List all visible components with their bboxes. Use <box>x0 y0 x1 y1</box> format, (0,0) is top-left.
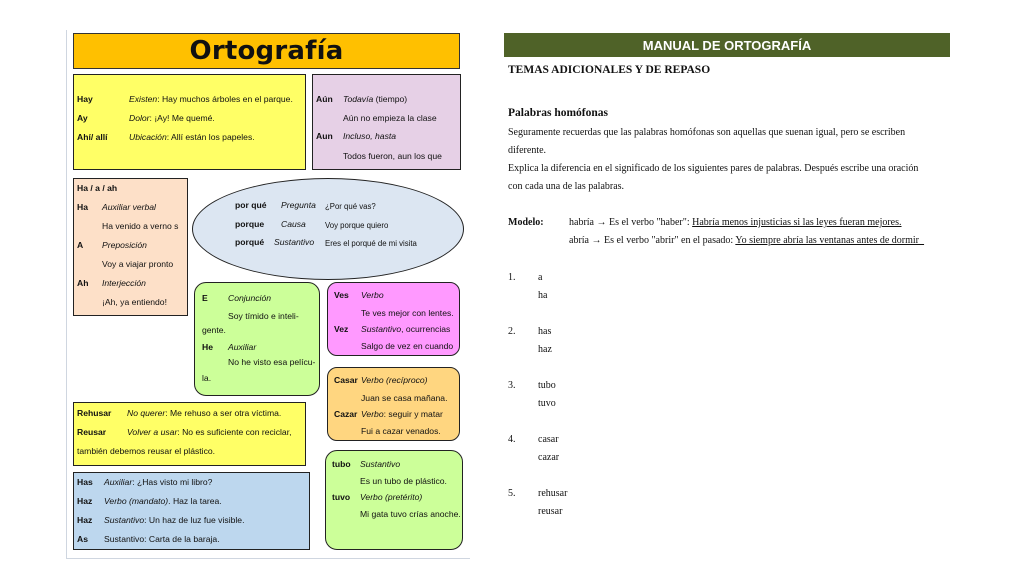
sense-ay: Dolor <box>129 113 150 123</box>
sense-hay: Existen <box>129 94 158 104</box>
word-has: Has <box>77 477 93 487</box>
word-ahi: Ahí/ allí <box>77 132 108 142</box>
sense-aun: Incluso, hasta <box>343 131 397 141</box>
rehusar-box <box>73 402 306 466</box>
example-aun-accent: Aún no empieza la clase <box>343 113 437 123</box>
sense-aun-accent: Todavía <box>343 94 374 104</box>
model-1-sentence: Habría menos injusticias si las leyes fueran mejores. <box>692 217 902 228</box>
rest-vez: , ocurrencias <box>401 324 451 334</box>
word-aun: Aun <box>316 131 333 141</box>
ha-box-header: Ha / a / ah <box>77 183 118 193</box>
model-line-1 <box>569 217 902 228</box>
example-ah: ¡Ah, ya entiendo! <box>102 297 167 307</box>
example-ha: Ha venido a verno s <box>102 221 179 231</box>
example-porque-noun: Eres el porqué de mi visita <box>325 239 417 248</box>
word-porque-noun: porqué <box>235 237 265 247</box>
exercise-1-word-2: ha <box>538 290 548 301</box>
word-ves: Ves <box>334 290 349 300</box>
manual-header-bar <box>504 33 950 57</box>
exercise-4-word-2: cazar <box>538 452 560 463</box>
exercise-1-word-1: a <box>538 272 543 283</box>
example-casar: Juan se casa mañana. <box>361 393 448 403</box>
sense-ha: Auxiliar verbal <box>102 202 156 212</box>
chart-frame-line-left <box>66 30 67 558</box>
paragraph-1-line-2: diferente. <box>508 145 547 156</box>
word-a: A <box>77 240 84 250</box>
chart-frame-line-bottom <box>66 558 470 559</box>
sense-porque: Causa <box>281 219 306 229</box>
paragraph-2-line-1: Explica la diferencia en el significado de los siguientes pares de palabras. Después escribe una oración <box>508 163 919 174</box>
example-haz-verb: . Haz la tarea. <box>168 496 222 506</box>
manual-header-title: MANUAL DE ORTOGRAFÍA <box>642 37 812 53</box>
example-vez: Salgo de vez en cuando <box>361 341 454 351</box>
sense-cazar: Verbo <box>361 409 384 419</box>
example-he-1: No he visto esa pelícu- <box>228 357 316 367</box>
example-cazar: Fui a cazar venados. <box>361 426 441 436</box>
sense-ah: Interjección <box>102 278 146 288</box>
word-as: As <box>77 534 88 544</box>
sense-casar: Verbo (recíproco) <box>361 375 428 385</box>
sense-haz-verb: Verbo (mandato) <box>104 496 169 506</box>
exercise-5-word-2: reusar <box>538 506 563 517</box>
exercise-1-number: 1. <box>508 272 516 283</box>
example-hay: : Hay muchos árboles en el parque. <box>157 94 293 104</box>
sense-porque-noun: Sustantivo <box>274 237 315 247</box>
sense-tuvo: Verbo (pretérito) <box>360 492 423 502</box>
word-porque: porque <box>235 219 265 229</box>
example-reusar-1: : No es suficiente con reciclar, <box>177 427 292 437</box>
word-haz-noun: Haz <box>77 515 93 525</box>
exercise-2-word-2: haz <box>538 344 552 355</box>
word-reusar: Reusar <box>77 427 107 437</box>
word-hay: Hay <box>77 94 93 104</box>
exercise-5-number: 5. <box>508 488 516 499</box>
example-ves: Te ves mejor con lentes. <box>361 308 454 318</box>
paragraph-1-line-1: Seguramente recuerdas que las palabras homófonas son aquellas que suenan igual, pero se escriben <box>508 127 906 138</box>
sense-has: Auxiliar <box>104 477 133 487</box>
example-porque: Voy porque quiero <box>325 221 389 230</box>
exercise-2-number: 2. <box>508 326 516 337</box>
example-aun: Todos fueron, aun los que <box>343 151 442 161</box>
word-ay: Ay <box>77 113 88 123</box>
exercise-3-word-2: tuvo <box>538 398 556 409</box>
tubo-tuvo-box <box>325 450 463 550</box>
chart-title-box <box>73 33 460 69</box>
hay-box <box>73 74 306 170</box>
sense-rehusar: No querer <box>127 408 166 418</box>
rest-aun-accent: (tiempo) <box>373 94 408 104</box>
sense-ahi: Ubicación <box>129 132 167 142</box>
casar-cazar-box <box>327 367 460 441</box>
example-tuvo: Mi gata tuvo crías anoche. <box>360 509 461 519</box>
sense-he: Auxiliar <box>228 342 257 352</box>
example-a: Voy a viajar pronto <box>102 259 174 269</box>
example-ay: : ¡Ay! Me quemé. <box>149 113 215 123</box>
e-he-box <box>194 282 320 396</box>
word-ah: Ah <box>77 278 89 288</box>
sense-vez: Sustantivo <box>361 324 402 334</box>
example-as: Sustantivo: Carta de la baraja. <box>104 534 220 544</box>
word-cazar: Cazar <box>334 409 358 419</box>
exercise-5-word-1: rehusar <box>538 488 568 499</box>
has-haz-box <box>73 472 310 550</box>
word-haz-verb: Haz <box>77 496 93 506</box>
model-label: Modelo: <box>508 217 544 228</box>
word-ha: Ha <box>77 202 88 212</box>
exercise-2-word-1: has <box>538 326 552 337</box>
model-line-2 <box>569 235 924 246</box>
sense-e: Conjunción <box>228 293 271 303</box>
word-e: E <box>202 293 208 303</box>
ortografia-chart <box>66 30 470 560</box>
example-ahi: : Allí están los papeles. <box>166 132 255 142</box>
sense-ves: Verbo <box>361 290 384 300</box>
example-rehusar: : Me rehuso a ser otra víctima. <box>165 408 282 418</box>
sense-a: Preposición <box>102 240 147 250</box>
example-reusar-2: también debemos reusar el plástico. <box>77 446 216 456</box>
manual-subtitle: TEMAS ADICIONALES Y DE REPASO <box>508 64 711 76</box>
word-por-que: por qué <box>235 200 267 210</box>
example-tubo: Es un tubo de plástico. <box>360 476 447 486</box>
chart-title: Ortografía <box>189 36 344 66</box>
model-2-sentence: Yo siempre abría las ventanas antes de dormir_ <box>735 235 925 246</box>
exercise-4-number: 4. <box>508 434 516 445</box>
model-2-text: abría → Es el verbo "abrir" en el pasado: <box>569 235 736 246</box>
sense-por-que: Pregunta <box>281 200 316 210</box>
exercise-4-word-1: casar <box>538 434 559 445</box>
example-he-2: la. <box>202 373 212 383</box>
sense-tubo: Sustantivo <box>360 459 401 469</box>
example-por-que: ¿Por qué vas? <box>325 202 376 211</box>
example-haz-noun: : Un haz de luz fue visible. <box>144 515 245 525</box>
sense-haz-noun: Sustantivo <box>104 515 145 525</box>
ves-vez-box <box>327 282 460 356</box>
word-tubo: tubo <box>332 459 351 469</box>
ha-box <box>73 178 188 316</box>
word-he: He <box>202 342 213 352</box>
paragraph-2-line-2: con cada una de las palabras. <box>508 181 625 192</box>
word-aun-accent: Aún <box>316 94 333 104</box>
word-vez: Vez <box>334 324 349 334</box>
exercise-3-word-1: tubo <box>538 380 556 391</box>
word-tuvo: tuvo <box>332 492 351 502</box>
sense-reusar: Volver a usar <box>127 427 178 437</box>
porque-ellipse <box>192 178 464 280</box>
exercise-3-number: 3. <box>508 380 516 391</box>
example-e-1: Soy tímido e inteli- <box>228 311 299 321</box>
section-title: Palabras homófonas <box>508 107 608 119</box>
aun-box <box>312 74 461 170</box>
example-has: : ¿Has visto mi libro? <box>132 477 213 487</box>
word-casar: Casar <box>334 375 358 385</box>
word-rehusar: Rehusar <box>77 408 112 418</box>
model-1-text: habría → Es el verbo "haber": <box>569 217 693 228</box>
example-e-2: gente. <box>202 325 226 335</box>
rest-cazar: : seguir y matar <box>383 409 443 419</box>
